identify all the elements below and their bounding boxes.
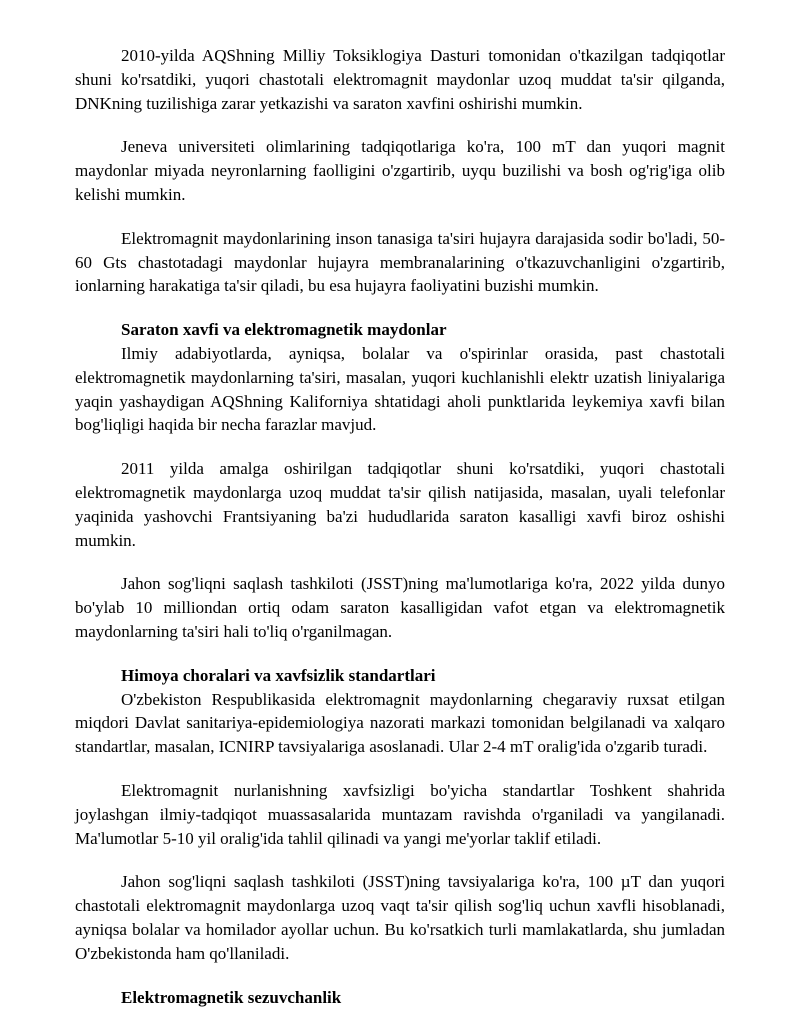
paragraph: 2011 yilda amalga oshirilgan tadqiqotlar shuni ko'rsatdiki, yuqori chastotali elektromagnetik maydonlarga uzoq muddat ta'sir qilish natijasida, masalan, uyali telefonlar yaqinida yashovchi Frantsiyaning ba'zi hududlarida saraton kasalligi xavfi biroz oshishi mumkin.: [75, 459, 725, 550]
paragraph: 2010-yilda AQShning Milliy Toksiklogiya Dasturi tomonidan o'tkazilgan tadqiqotlar shuni ko'rsatdiki, yuqori chastotali elektromagnit maydonlar uzoq muddat ta'sir qilganda, DNKning tuzilishiga zarar yetkazishi va saraton xavfini oshirishi mumkin.: [75, 46, 725, 113]
paragraph: Elektromagnit nurlanishning xavfsizligi bo'yicha standartlar Toshkent shahrida joylashgan ilmiy-tadqiqot muassasalarida muntazam ravishda o'rganiladi va yangilanadi. Ma'lumotlar 5-10 yil oralig'ida tahlil qilinadi va yangi me'yorlar taklif etiladi.: [75, 780, 725, 848]
paragraph: Jahon sog'liqni saqlash tashkiloti (JSST)ning tavsiyalariga ko'ra, 100 µT dan yuqori chastotali elektromagnit maydonlarga uzoq vaqt ta'sir qilish sog'liq uchun xavfli hisoblanadi, ayniqsa bolalar va homilador ayollar uchun. Bu ko'rsatkich turli mamlakatlarda, shu jumladan O'zbekistonda ham qo'llaniladi.: [75, 872, 725, 963]
paragraph: Jahon sog'liqni saqlash tashkiloti (JSST)ning ma'lumotlariga ko'ra, 2022 yilda dunyo bo'ylab 10 milliondan ortiq odam saraton kasalligidan vafot etgan va elektromagnetik maydonlarning ta'siri hali to'liq o'rganilmagan.: [75, 574, 725, 641]
section-heading: Himoya choralari va xavfsizlik standartlari: [121, 665, 436, 685]
paragraph: Ilmiy adabiyotlarda, ayniqsa, bolalar va o'spirinlar orasida, past chastotali elektromagnetik maydonlarning ta'siri, masalan, yuqori kuchlanishli elektr uzatish liniyalariga yaqin yashaydigan AQShning Kaliforniya shtatidagi aholi punktlarida leykemiya xavfi bilan bog'liqligi haqida bir necha farazlar mavjud.: [75, 343, 725, 435]
section-heading: Saraton xavfi va elektromagnetik maydonlar: [121, 320, 447, 340]
paragraph: Elektromagnit maydonlarining inson tanasiga ta'siri hujayra darajasida sodir bo'ladi, 50-60 Gts chastotadagi maydonlar hujayra membranalarining o'tkazuvchanligini o'zgartirib, ionlarning harakatiga ta'sir qiladi, bu esa hujayra faoliyatini buzishi mumkin.: [75, 228, 725, 296]
paragraph: Jeneva universiteti olimlarining tadqiqotlariga ko'ra, 100 mT dan yuqori magnit maydonlar miyada neyronlarning faolligini o'zgartirib, uyqu buzilishi va bosh og'rig'iga olib kelishi mumkin.: [75, 137, 725, 204]
section-heading: Elektromagnetik sezuvchanlik: [121, 987, 342, 1007]
paragraph: O'zbekiston Respublikasida elektromagnit maydonlarning chegaraviy ruxsat etilgan miqdori Davlat sanitariya-epidemiologiya nazorati markazi tomonidan belgilanadi va xalqaro standartlar, masalan, ICNIRP tavsiyalariga asoslanadi. Ular 2-4 mT oralig'ida o'zgarib turadi.: [75, 689, 725, 757]
document-body: [75, 44, 725, 1009]
